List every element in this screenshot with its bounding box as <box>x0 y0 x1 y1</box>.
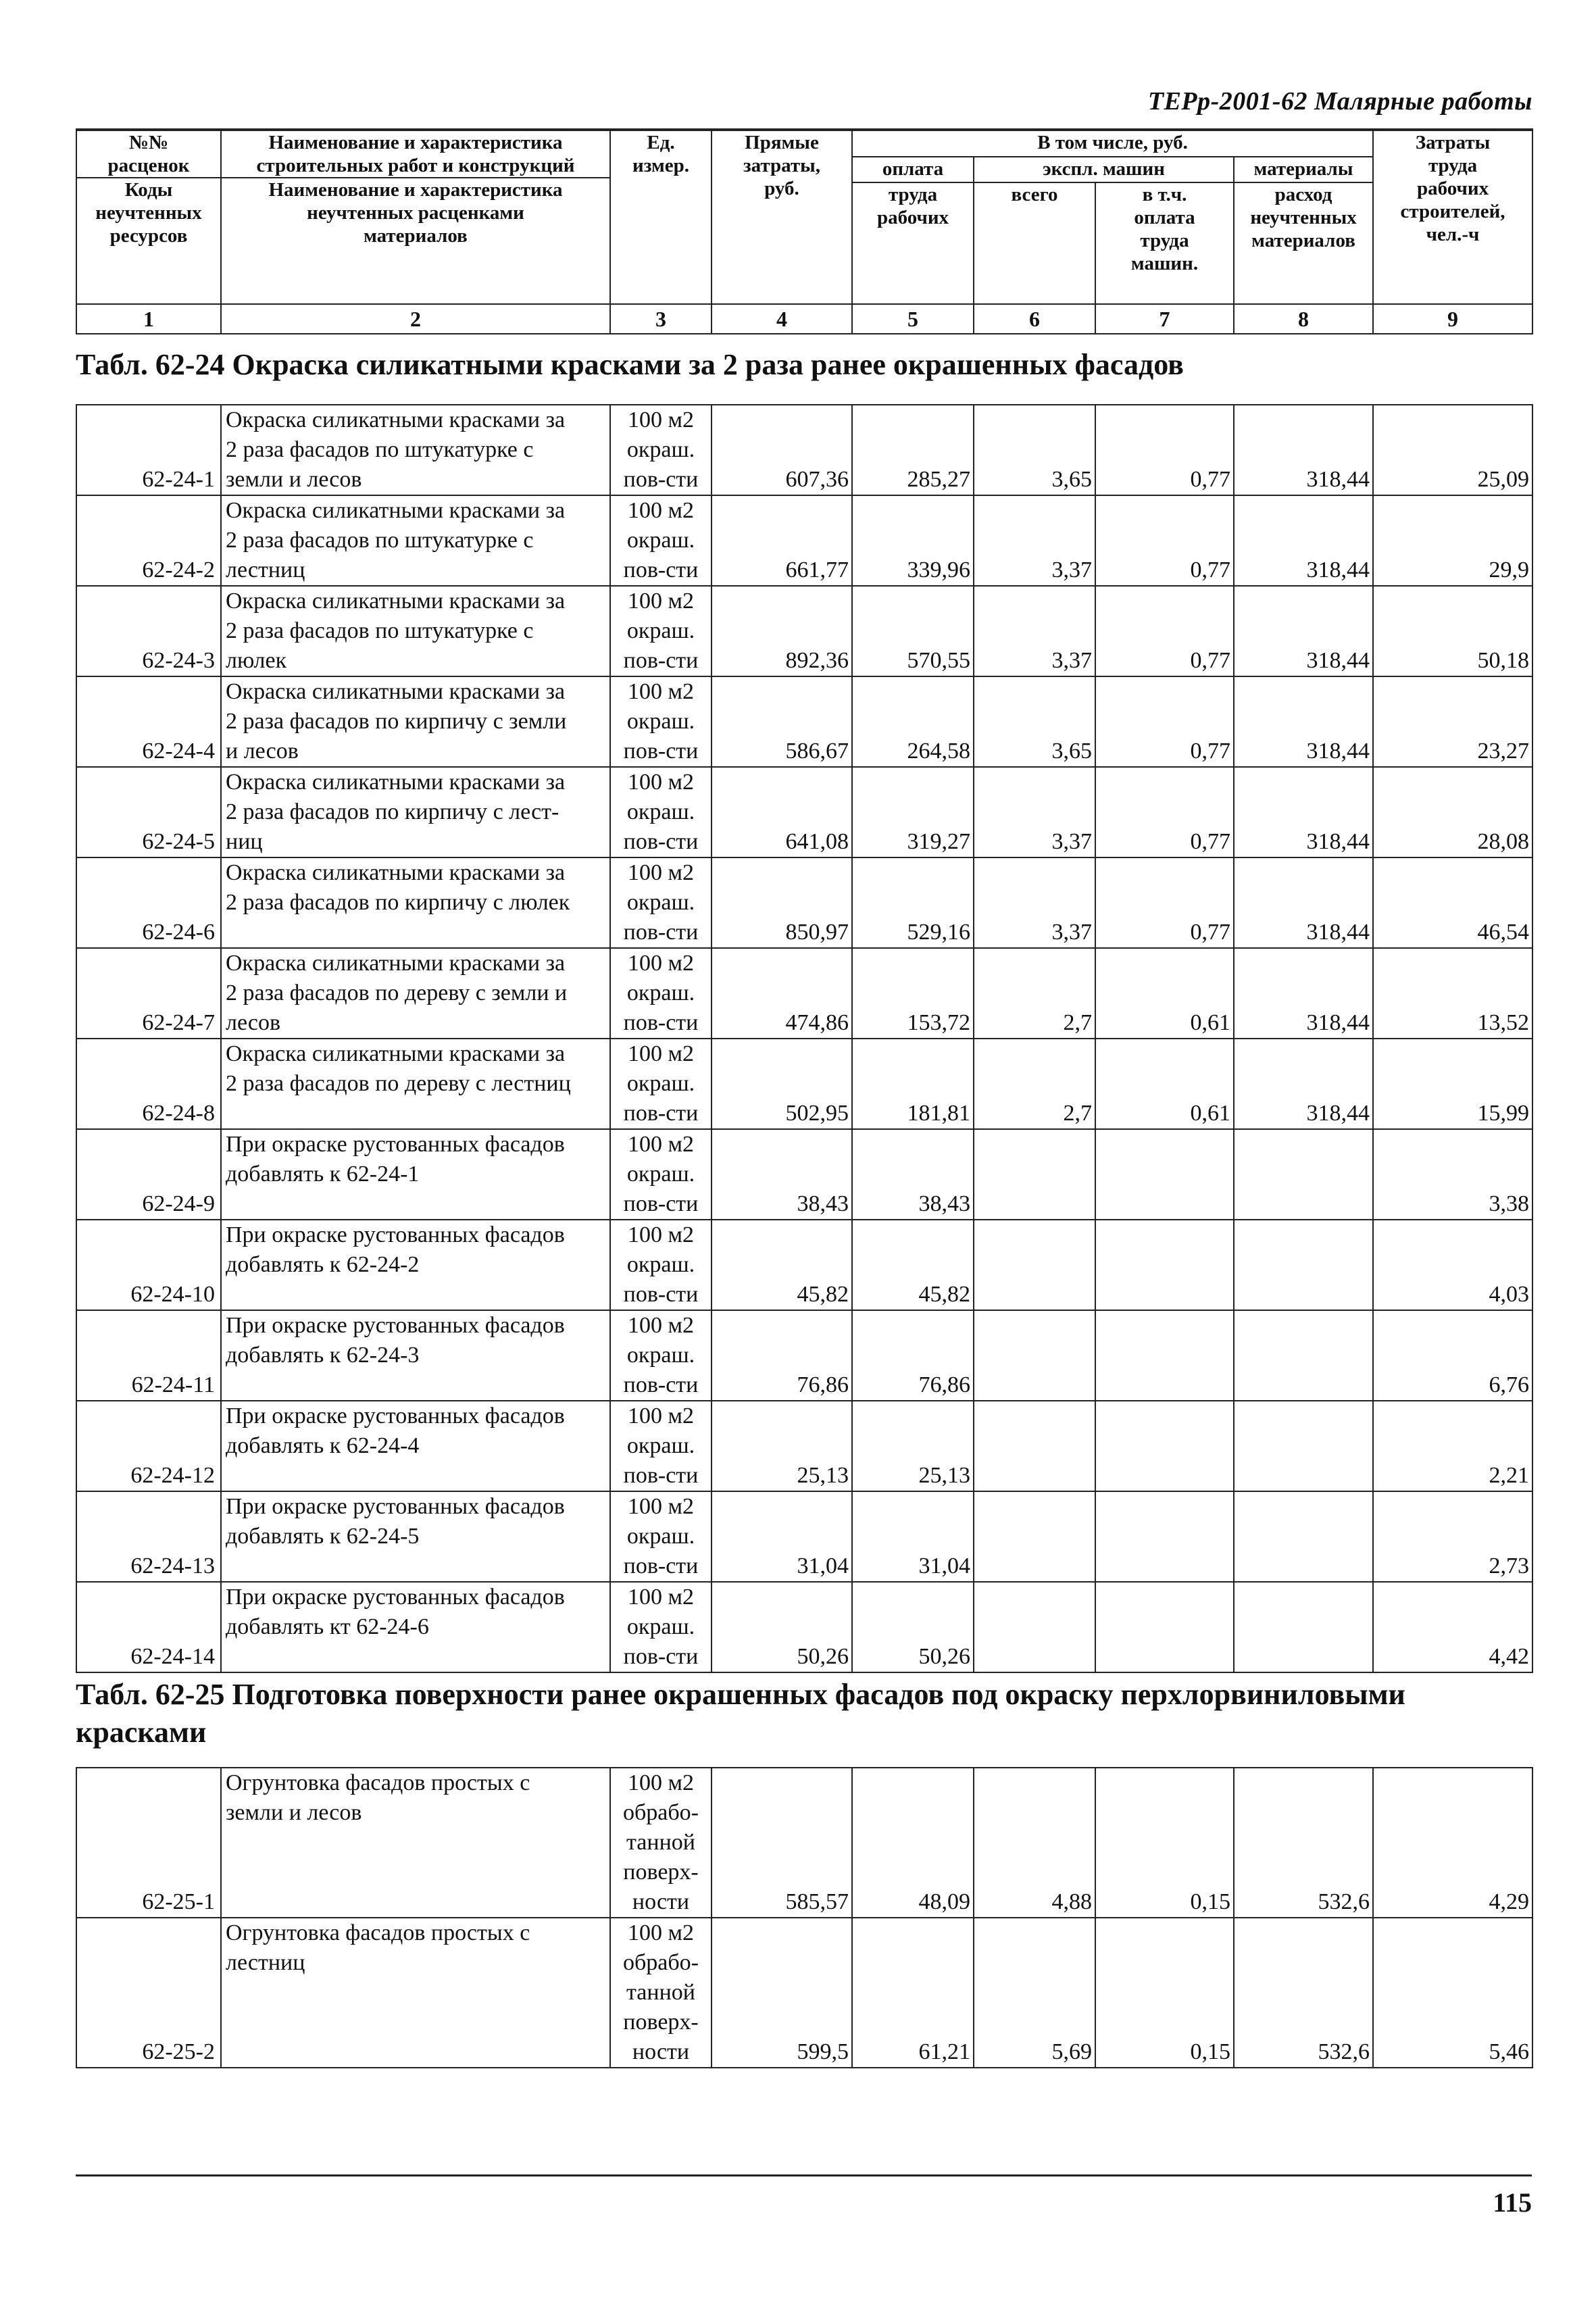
direct-costs: 641,08 <box>712 767 852 857</box>
header-col-number: 1 <box>76 304 221 334</box>
labor-hours: 2,73 <box>1373 1491 1532 1582</box>
machine-labor-pay <box>1095 1220 1234 1310</box>
work-name: Окраска силикатными красками за 2 раза фасадов по дереву с земли и лесов <box>221 948 610 1039</box>
unit: 100 м2 окраш. пов-сти <box>610 405 712 495</box>
unit: 100 м2 окраш. пов-сти <box>610 1220 712 1310</box>
labor-hours: 4,29 <box>1373 1768 1532 1918</box>
unit: 100 м2 окраш. пов-сти <box>610 586 712 676</box>
table-row <box>76 1310 1532 1401</box>
work-name: Окраска силикатными красками за 2 раза фасадов по дереву с лестниц <box>221 1039 610 1129</box>
machine-total <box>974 1129 1095 1220</box>
header-pay-top: оплата <box>852 157 974 182</box>
rate-code: 62-24-7 <box>76 948 221 1039</box>
work-name: Огрунтовка фасадов простых с земли и лесов <box>221 1768 610 1918</box>
work-name: При окраске рустованных фасадов добавлять к 62-24-1 <box>221 1129 610 1220</box>
header-col-number: 3 <box>610 304 712 334</box>
direct-costs: 474,86 <box>712 948 852 1039</box>
rate-code: 62-24-1 <box>76 405 221 495</box>
footer-rule <box>76 2174 1532 2176</box>
work-name: Окраска силикатными красками за 2 раза фасадов по штукатурке с земли и лесов <box>221 405 610 495</box>
unit: 100 м2 окраш. пов-сти <box>610 1491 712 1582</box>
header-pay: труда рабочих <box>852 182 974 304</box>
machine-labor-pay <box>1095 1310 1234 1401</box>
table-row <box>76 586 1532 676</box>
work-name: При окраске рустованных фасадов добавлять кт 62-24-6 <box>221 1582 610 1672</box>
table-row <box>76 1129 1532 1220</box>
machine-labor-pay <box>1095 1582 1234 1672</box>
rate-code: 62-24-12 <box>76 1401 221 1491</box>
labor-hours: 25,09 <box>1373 405 1532 495</box>
unit: 100 м2 окраш. пов-сти <box>610 948 712 1039</box>
unit: 100 м2 окраш. пов-сти <box>610 767 712 857</box>
labor-pay: 50,26 <box>852 1582 974 1672</box>
direct-costs: 45,82 <box>712 1220 852 1310</box>
labor-hours: 50,18 <box>1373 586 1532 676</box>
machine-total: 3,37 <box>974 495 1095 586</box>
table-row <box>76 1401 1532 1491</box>
unit: 100 м2 окраш. пов-сти <box>610 1582 712 1672</box>
materials: 318,44 <box>1234 948 1373 1039</box>
unit: 100 м2 обрабо- танной поверх- ности <box>610 1768 712 1918</box>
header-including-group: В том числе, руб. <box>852 130 1373 157</box>
rate-code: 62-24-13 <box>76 1491 221 1582</box>
header-machines: экспл. машин <box>974 157 1234 182</box>
materials <box>1234 1220 1373 1310</box>
labor-hours: 29,9 <box>1373 495 1532 586</box>
rate-code: 62-25-2 <box>76 1918 221 2068</box>
labor-pay: 61,21 <box>852 1918 974 2068</box>
materials: 532,6 <box>1234 1768 1373 1918</box>
running-head: ТЕРр-2001-62 Малярные работы <box>1147 87 1532 116</box>
header-col-number: 6 <box>974 304 1095 334</box>
table-row <box>76 1582 1532 1672</box>
unit: 100 м2 окраш. пов-сти <box>610 1129 712 1220</box>
header-labor: Затраты труда рабочих строителей, чел.-ч <box>1373 130 1532 304</box>
machine-total: 3,65 <box>974 676 1095 767</box>
header-col-number: 8 <box>1234 304 1373 334</box>
machine-total: 3,65 <box>974 405 1095 495</box>
direct-costs: 586,67 <box>712 676 852 767</box>
machine-labor-pay: 0,77 <box>1095 405 1234 495</box>
machine-total: 3,37 <box>974 857 1095 948</box>
direct-costs: 585,57 <box>712 1768 852 1918</box>
machine-labor-pay: 0,15 <box>1095 1918 1234 2068</box>
header-direct-costs: Прямые затраты, руб. <box>712 130 852 304</box>
table-row <box>76 1039 1532 1129</box>
rate-code: 62-24-11 <box>76 1310 221 1401</box>
rate-code: 62-24-6 <box>76 857 221 948</box>
materials: 318,44 <box>1234 1039 1373 1129</box>
materials: 532,6 <box>1234 1918 1373 2068</box>
rate-code: 62-24-8 <box>76 1039 221 1129</box>
materials: 318,44 <box>1234 495 1373 586</box>
table-row <box>76 495 1532 586</box>
direct-costs: 892,36 <box>712 586 852 676</box>
unit: 100 м2 окраш. пов-сти <box>610 1039 712 1129</box>
work-name: При окраске рустованных фасадов добавлять к 62-24-5 <box>221 1491 610 1582</box>
direct-costs: 502,95 <box>712 1039 852 1129</box>
machine-total: 3,37 <box>974 586 1095 676</box>
machine-labor-pay <box>1095 1491 1234 1582</box>
table-row <box>76 405 1532 495</box>
labor-hours: 23,27 <box>1373 676 1532 767</box>
table-62-25-body <box>76 1768 1532 2068</box>
table-row <box>76 1918 1532 2068</box>
table-62-24-caption: Табл. 62-24 Окраска силикатными красками за 2 раза ранее окрашенных фасадов <box>76 348 1184 381</box>
table-row <box>76 676 1532 767</box>
labor-pay: 153,72 <box>852 948 974 1039</box>
labor-pay: 181,81 <box>852 1039 974 1129</box>
header-col-number: 9 <box>1373 304 1532 334</box>
table-62-24-body <box>76 405 1532 1672</box>
rate-code: 62-24-9 <box>76 1129 221 1220</box>
labor-pay: 285,27 <box>852 405 974 495</box>
machine-total <box>974 1582 1095 1672</box>
header-machines-incl: в т.ч. оплата труда машин. <box>1095 182 1234 304</box>
table-row <box>76 1220 1532 1310</box>
rate-code: 62-24-2 <box>76 495 221 586</box>
labor-pay: 319,27 <box>852 767 974 857</box>
labor-hours: 13,52 <box>1373 948 1532 1039</box>
page-number: 115 <box>1493 2187 1532 2218</box>
labor-hours: 4,42 <box>1373 1582 1532 1672</box>
materials <box>1234 1582 1373 1672</box>
machine-labor-pay: 0,61 <box>1095 948 1234 1039</box>
labor-pay: 570,55 <box>852 586 974 676</box>
work-name: При окраске рустованных фасадов добавлять к 62-24-3 <box>221 1310 610 1401</box>
materials <box>1234 1129 1373 1220</box>
direct-costs: 607,36 <box>712 405 852 495</box>
machine-labor-pay <box>1095 1129 1234 1220</box>
unit: 100 м2 окраш. пов-сти <box>610 1401 712 1491</box>
header-col-number: 2 <box>221 304 610 334</box>
work-name: Окраска силикатными красками за 2 раза фасадов по кирпичу с лест- ниц <box>221 767 610 857</box>
direct-costs: 38,43 <box>712 1129 852 1220</box>
machine-total: 4,88 <box>974 1768 1095 1918</box>
machine-total: 5,69 <box>974 1918 1095 2068</box>
table-row <box>76 1768 1532 1918</box>
materials: 318,44 <box>1234 586 1373 676</box>
labor-pay: 264,58 <box>852 676 974 767</box>
direct-costs: 599,5 <box>712 1918 852 2068</box>
labor-pay: 339,96 <box>852 495 974 586</box>
labor-pay: 38,43 <box>852 1129 974 1220</box>
machine-total: 3,37 <box>974 767 1095 857</box>
machine-total: 2,7 <box>974 1039 1095 1129</box>
direct-costs: 76,86 <box>712 1310 852 1401</box>
labor-hours: 5,46 <box>1373 1918 1532 2068</box>
header-materials-top: материалы <box>1234 157 1373 182</box>
labor-hours: 46,54 <box>1373 857 1532 948</box>
labor-hours: 3,38 <box>1373 1129 1532 1220</box>
table-row <box>76 857 1532 948</box>
work-name: Окраска силикатными красками за 2 раза фасадов по кирпичу с земли и лесов <box>221 676 610 767</box>
unit: 100 м2 окраш. пов-сти <box>610 857 712 948</box>
materials <box>1234 1401 1373 1491</box>
machine-labor-pay <box>1095 1401 1234 1491</box>
header-unit: Ед. измер. <box>610 130 712 304</box>
work-name: Окраска силикатными красками за 2 раза фасадов по штукатурке с люлек <box>221 586 610 676</box>
header-materials: расход неучтенных материалов <box>1234 182 1373 304</box>
materials: 318,44 <box>1234 676 1373 767</box>
materials <box>1234 1310 1373 1401</box>
direct-costs: 661,77 <box>712 495 852 586</box>
labor-hours: 6,76 <box>1373 1310 1532 1401</box>
machine-labor-pay: 0,77 <box>1095 767 1234 857</box>
work-name: Окраска силикатными красками за 2 раза фасадов по кирпичу с люлек <box>221 857 610 948</box>
table-62-24 <box>76 404 1533 1673</box>
rate-code: 62-24-14 <box>76 1582 221 1672</box>
labor-hours: 4,03 <box>1373 1220 1532 1310</box>
header-col-number: 4 <box>712 304 852 334</box>
work-name: Огрунтовка фасадов простых с лестниц <box>221 1918 610 2068</box>
direct-costs: 31,04 <box>712 1491 852 1582</box>
header-col-number: 5 <box>852 304 974 334</box>
machine-labor-pay: 0,77 <box>1095 495 1234 586</box>
rate-code: 62-24-10 <box>76 1220 221 1310</box>
materials: 318,44 <box>1234 857 1373 948</box>
rate-code: 62-24-3 <box>76 586 221 676</box>
materials: 318,44 <box>1234 767 1373 857</box>
table-row <box>76 767 1532 857</box>
header-machines-total: всего <box>974 182 1095 304</box>
labor-pay: 31,04 <box>852 1491 974 1582</box>
table-62-25-caption: Табл. 62-25 Подготовка поверхности ранее окрашенных фасадов под окраску перхлорвиниловыми красками <box>76 1678 1405 1749</box>
unit: 100 м2 обрабо- танной поверх- ности <box>610 1918 712 2068</box>
work-name: При окраске рустованных фасадов добавлять к 62-24-2 <box>221 1220 610 1310</box>
work-name: При окраске рустованных фасадов добавлять к 62-24-4 <box>221 1401 610 1491</box>
direct-costs: 50,26 <box>712 1582 852 1672</box>
rate-code: 62-25-1 <box>76 1768 221 1918</box>
labor-pay: 48,09 <box>852 1768 974 1918</box>
machine-labor-pay: 0,15 <box>1095 1768 1234 1918</box>
materials: 318,44 <box>1234 405 1373 495</box>
machine-total <box>974 1491 1095 1582</box>
machine-labor-pay: 0,77 <box>1095 586 1234 676</box>
machine-labor-pay: 0,61 <box>1095 1039 1234 1129</box>
unit: 100 м2 окраш. пов-сти <box>610 676 712 767</box>
labor-pay: 25,13 <box>852 1401 974 1491</box>
labor-pay: 529,16 <box>852 857 974 948</box>
header-col1: №№ расценок Коды неучтенных ресурсов <box>76 130 221 304</box>
labor-hours: 15,99 <box>1373 1039 1532 1129</box>
labor-hours: 2,21 <box>1373 1401 1532 1491</box>
machine-total: 2,7 <box>974 948 1095 1039</box>
table-62-25 <box>76 1767 1533 2068</box>
unit: 100 м2 окраш. пов-сти <box>610 495 712 586</box>
unit: 100 м2 окраш. пов-сти <box>610 1310 712 1401</box>
rate-code: 62-24-4 <box>76 676 221 767</box>
labor-pay: 45,82 <box>852 1220 974 1310</box>
rate-code: 62-24-5 <box>76 767 221 857</box>
machine-total <box>974 1220 1095 1310</box>
header-col2: Наименование и характеристика строительных работ и конструкций Наименование и характеристика неучтенных расценками материалов <box>221 130 610 304</box>
labor-pay: 76,86 <box>852 1310 974 1401</box>
materials <box>1234 1491 1373 1582</box>
machine-total <box>974 1401 1095 1491</box>
machine-labor-pay: 0,77 <box>1095 857 1234 948</box>
machine-labor-pay: 0,77 <box>1095 676 1234 767</box>
direct-costs: 25,13 <box>712 1401 852 1491</box>
machine-total <box>974 1310 1095 1401</box>
table-row <box>76 948 1532 1039</box>
column-header-table <box>76 128 1533 334</box>
header-col-number: 7 <box>1095 304 1234 334</box>
table-row <box>76 1491 1532 1582</box>
direct-costs: 850,97 <box>712 857 852 948</box>
work-name: Окраска силикатными красками за 2 раза фасадов по штукатурке с лестниц <box>221 495 610 586</box>
labor-hours: 28,08 <box>1373 767 1532 857</box>
